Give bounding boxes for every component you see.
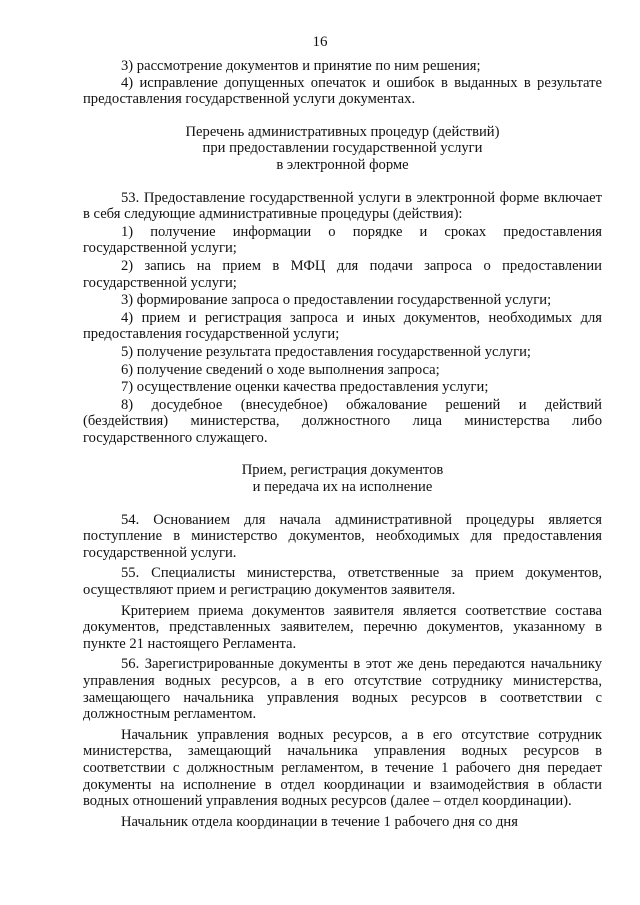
list-item: 2) запись на прием в МФЦ для подачи запроса о предоставлении государственной услуги; bbox=[83, 257, 602, 291]
intro-item-3: 3) рассмотрение документов и принятие по ним решения; bbox=[121, 58, 481, 74]
paragraph-criteria: Критерием приема документов заявителя является соответствие состава документов, представленных заявителем, перечню документов, указанному в пункте 21 настоящего Регламента. bbox=[83, 602, 602, 652]
list-item: 7) осуществление оценки качества предоставления услуги; bbox=[121, 379, 489, 396]
paragraph-55: 55. Специалисты министерства, ответственные за прием документов, осуществляют прием и регистрацию документов заявителя. bbox=[83, 565, 602, 599]
document-body bbox=[83, 58, 602, 830]
list-item: 1) получение информации о порядке и сроках предоставления государственной услуги; bbox=[83, 223, 602, 257]
section-heading-procedures bbox=[83, 124, 602, 174]
heading-line: в электронной форме bbox=[276, 156, 409, 173]
page-number: 16 bbox=[312, 34, 328, 50]
paragraph-54: 54. Основанием для начала административной процедуры является поступление в министерство документов, необходимых для предоставления государственной услуги. bbox=[83, 511, 602, 561]
list-item: 8) досудебное (внесудебное) обжалование решений и действий (бездействия) министерства, должностного лица министерства либо государственного служащего. bbox=[83, 396, 602, 446]
paragraph-head-of-department: Начальник управления водных ресурсов, а в его отсутствие сотрудник министерства, замещающий начальника управления водных ресурсов в соответствии с должностным регламентом, в течение 1 рабочего дня передает документы на исполнение в отдел координации и взаимодействия в области водных отношений управления водных ресурсов (далее – отдел координации). bbox=[83, 726, 602, 810]
list-item: 6) получение сведений о ходе выполнения запроса; bbox=[121, 361, 440, 378]
intro-item-4: 4) исправление допущенных опечаток и ошибок в выданных в результате предоставления государственной услуги документах. bbox=[83, 74, 602, 108]
heading-line: при предоставлении государственной услуги bbox=[202, 140, 483, 157]
list-item: 4) прием и регистрация запроса и иных документов, необходимых для предоставления государственной услуги; bbox=[83, 309, 602, 343]
paragraph-53: 53. Предоставление государственной услуги в электронной форме включает в себя следующие административные процедуры (действия): bbox=[83, 189, 602, 223]
paragraph-coordination: Начальник отдела координации в течение 1 рабочего дня со дня bbox=[121, 813, 518, 830]
heading-line: Перечень административных процедур (действий) bbox=[185, 123, 500, 140]
list-item: 3) формирование запроса о предоставлении государственной услуги; bbox=[121, 292, 552, 309]
paragraph-56: 56. Зарегистрированные документы в этот же день передаются начальнику управления водных ресурсов, а в его отсутствие сотруднику министерства, замещающего начальника управления водных ресурсов в соответствии с должностным регламентом. bbox=[83, 656, 602, 723]
heading-line: и передача их на исполнение bbox=[252, 479, 433, 496]
heading-line: Прием, регистрация документов bbox=[241, 462, 444, 479]
list-item: 5) получение результата предоставления государственной услуги; bbox=[121, 343, 531, 360]
section-heading-reception bbox=[83, 462, 602, 495]
